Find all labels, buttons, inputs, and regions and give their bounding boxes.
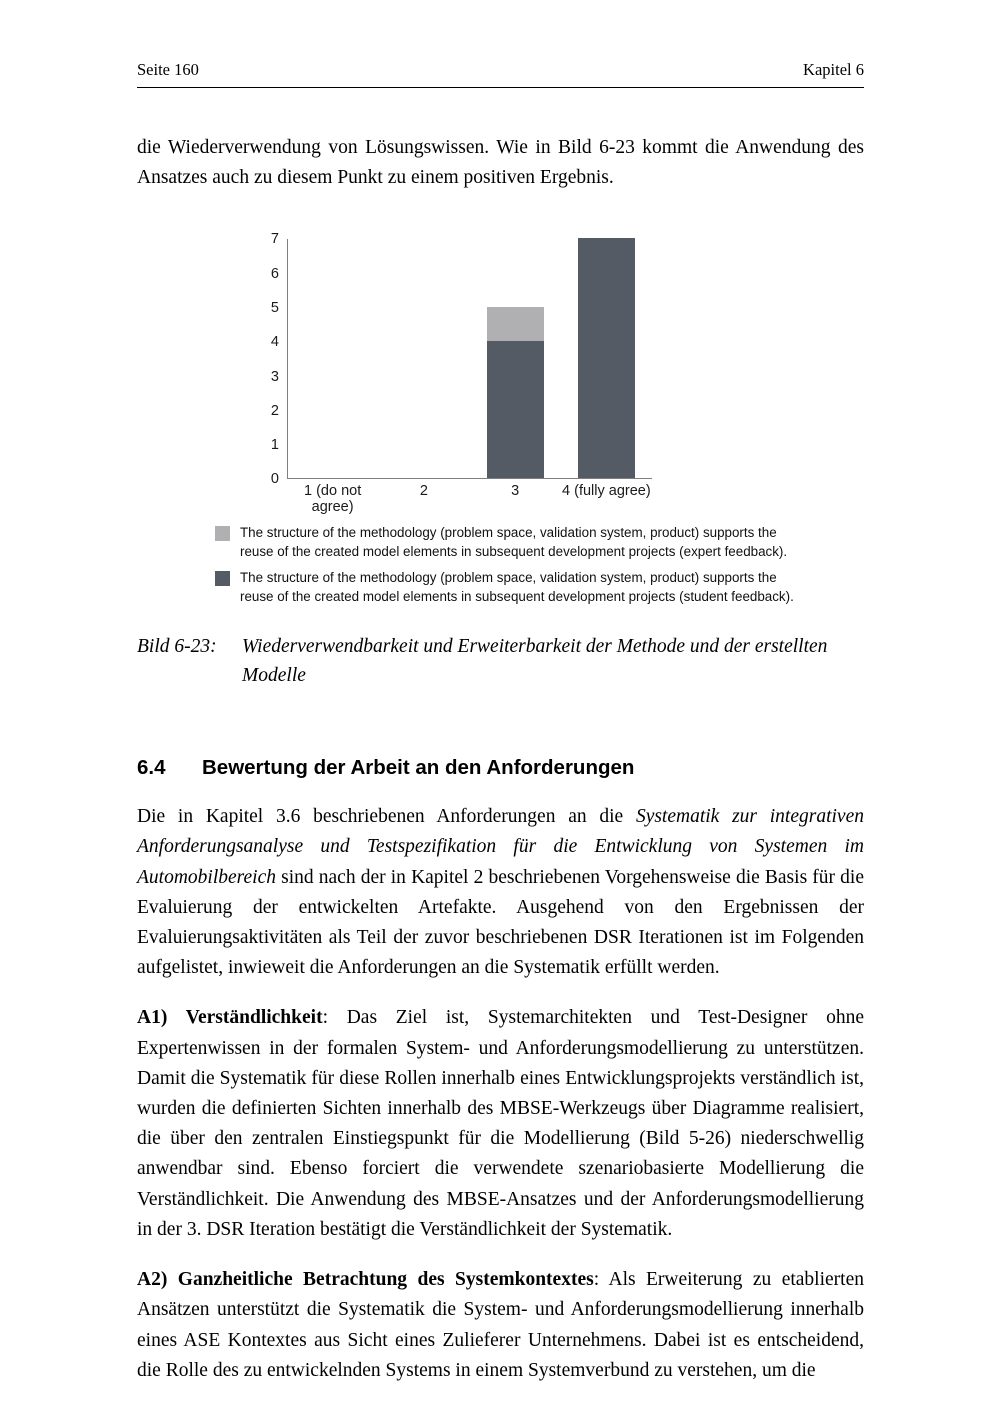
intro-paragraph: die Wiederverwendung von Lösungswissen. Wie in Bild 6-23 kommt die Anwendung des Ansatzes auch zu diesem Punkt zu einem positiven Ergebnis. (137, 137, 864, 189)
y-tick-6: 6 (270, 265, 279, 282)
legend-swatch-icon-student (215, 571, 230, 586)
y-tick-5: 5 (270, 300, 279, 317)
y-tick-2: 2 (270, 402, 279, 419)
x-tick-4: 4 (fully agree) (562, 483, 651, 500)
section-number: 6.4 (137, 756, 166, 780)
section-heading (137, 756, 864, 780)
chart-bars (288, 239, 652, 478)
bar-segment-student-3 (487, 341, 544, 478)
x-tick-1: 1 (do not agree) (304, 483, 362, 516)
paragraph-a2-text: : Als Erweiterung zu etablierten Ansätzen unterstützt die Systematik die System- und Anforderungsmodellierung innerhalb eines ASE Kontextes aus Sicht eines Zulieferer Unternehmens. Dabei ist es entscheidend, die Rolle des zu entwickelnden Systems in einem Systemverbund zu verstehen, um die (137, 1269, 864, 1381)
paragraph-gap-2 (137, 1245, 864, 1265)
x-tick-3: 3 (511, 483, 520, 500)
bar-stack-3 (487, 307, 544, 478)
page-header (137, 60, 864, 88)
figure-6-23 (137, 227, 864, 690)
bar-segment-expert-3 (487, 307, 544, 341)
chart-legend (215, 523, 815, 605)
chart-x-labels (287, 483, 652, 515)
paragraph-a1 (137, 1003, 864, 1245)
paragraph-a1-text: : Das Ziel ist, Systemarchitekten und Test-Designer ohne Expertenwissen in der formalen System- und Anforderungsmodellierung zu unterstützen. Damit die Systematik für diese Rollen innerhalb eines Entwicklungsprojekts verständlich ist, wurden die definierten Sichten innerhalb des MBSE-Werkzeugs über Diagramme realisiert, die über den zentralen Einstiegspunkt für die Modellierung (Bild 5-26) niederschwellig anwendbar sind. Ebenso forciert die verwendete szenariobasierte Modellierung die Verständlichkeit. Die Anwendung des MBSE-Ansatzes und der Anforderungsmodellierung in der 3. DSR Iteration bestätigt die Verständlichkeit der Systematik. (137, 1007, 864, 1240)
chart-plot-area (270, 231, 652, 488)
y-tick-3: 3 (270, 368, 279, 385)
paragraph-a1-title: A1) Verständlichkeit (137, 1007, 323, 1029)
legend-label-expert-line2: reuse of the created model elements in subsequent development projects (expert feedback). (240, 544, 788, 560)
bar-group-3 (470, 239, 561, 478)
figure-caption (137, 632, 864, 691)
legend-swatch-icon-expert (215, 526, 230, 541)
paragraph-requirements-intro (137, 802, 864, 983)
bar-stack-4 (578, 238, 635, 478)
legend-item-student (215, 568, 815, 606)
legend-label-student-line2: reuse of the created model elements in subsequent development projects (student feedback). (240, 588, 794, 604)
bar-group-2 (379, 239, 470, 478)
y-tick-1: 1 (270, 437, 279, 454)
legend-label-expert-line1: The structure of the methodology (problem space, validation system, product) supports the (240, 525, 777, 541)
header-page-label: Seite 160 (137, 60, 199, 79)
bar-group-4 (561, 239, 652, 478)
legend-label-student-line1: The structure of the methodology (problem space, validation system, product) supports the (240, 569, 777, 585)
paragraph-gap-1 (137, 983, 864, 1003)
y-tick-7: 7 (270, 231, 279, 248)
figure-caption-label: Bild 6-23: (137, 635, 217, 657)
paragraph-1-part2: sind nach der in Kapitel 2 beschriebenen Vorgehensweise die Basis für die Evaluierung der entwickelten Artefakte. Ausgehend von den Ergebnissen der Evaluierungsaktivitäten als Teil der zuvor beschriebenen DSR Iterationen ist im Folgenden aufgelistet, inwieweit die Anforderungen an die Systematik erfüllt werden. (137, 866, 864, 979)
figure-caption-text: Wiederverwendbarkeit und Erweiterbarkeit der Methode und der erstellten Modelle (242, 635, 828, 686)
paragraph-a2 (137, 1265, 864, 1386)
legend-label-student (240, 568, 794, 606)
paragraph-a2-title: A2) Ganzheitliche Betrachtung des Systemkontextes (137, 1269, 594, 1291)
header-chapter-label: Kapitel 6 (803, 60, 864, 79)
paragraph-1-italic: Systematik zur integrativen Anforderungsanalyse und Testspezifikation für die Entwicklung von Systemen im Automobilbereich (137, 806, 864, 888)
bar-chart (137, 227, 864, 517)
y-tick-4: 4 (270, 334, 279, 351)
legend-item-expert (215, 523, 815, 561)
legend-label-expert (240, 523, 787, 561)
section-title: Bewertung der Arbeit an den Anforderungen (202, 756, 635, 780)
bar-group-1 (288, 239, 379, 478)
page-content (137, 133, 864, 1386)
x-tick-2: 2 (419, 483, 428, 500)
y-tick-0: 0 (270, 471, 279, 488)
paragraph-1-part1: Die in Kapitel 3.6 beschriebenen Anforderungen an die (137, 806, 636, 828)
bar-segment-student-4 (578, 238, 635, 478)
